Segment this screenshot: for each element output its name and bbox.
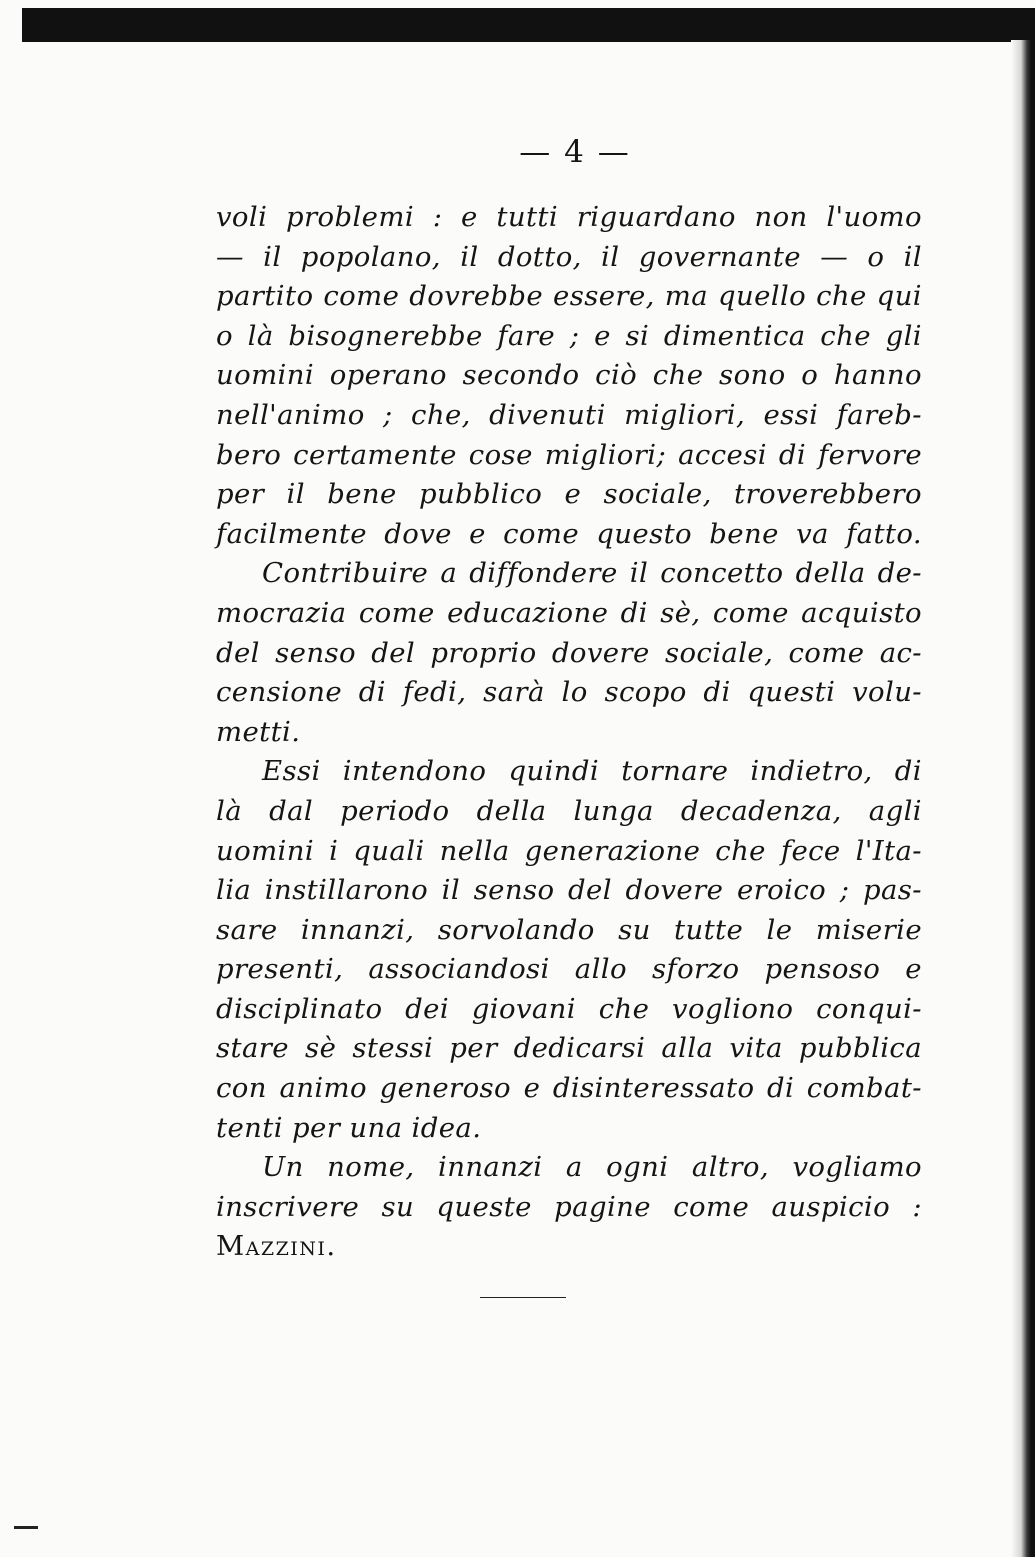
text-line: o là bisognerebbe fare ; e si dimentica che gli — [216, 319, 922, 352]
scan-speck — [14, 1526, 38, 1529]
text-line: lia instillarono il senso del dovere eroico ; pas- — [216, 874, 922, 907]
text-line: disciplinato dei giovani che vogliono conqui- — [216, 992, 922, 1025]
text-line: uomini i quali nella generazione che fece l'Ita- — [216, 834, 922, 867]
text-line: Un nome, innanzi a ogni altro, vogliamo — [262, 1151, 922, 1184]
text-line: Contribuire a diffondere il concetto della de- — [262, 557, 922, 590]
text-line: sare innanzi, sorvolando su tutte le miserie — [216, 913, 922, 946]
scan-right-edge — [1011, 40, 1035, 1557]
closing-rule — [480, 1297, 566, 1298]
text-line: mocrazia come educazione di sè, come acquisto — [216, 596, 922, 629]
text-line: là dal periodo della lunga decadenza, agli — [216, 794, 922, 827]
text-line: con animo generoso e disinteressato di combat- — [216, 1072, 922, 1105]
text-line: voli problemi : e tutti riguardano non l'uomo — [216, 201, 922, 233]
text-line: per il bene pubblico e sociale, troverebbero — [216, 478, 922, 511]
text-line: tenti per una idea. — [216, 1111, 482, 1144]
text-line: Essi intendono quindi tornare indietro, di — [262, 755, 922, 788]
page-number: — 4 — — [519, 134, 631, 170]
signature-name: Mazzini. — [216, 1230, 337, 1263]
text-line: censione di fedi, sarà lo scopo di questi volu- — [216, 676, 922, 709]
text-line: facilmente dove e come questo bene va fatto. — [216, 517, 922, 550]
scan-top-border — [22, 8, 1035, 42]
text-line: stare sè stessi per dedicarsi alla vita pubblica — [216, 1032, 922, 1065]
text-line: del senso del proprio dovere sociale, come ac- — [216, 636, 922, 669]
text-line: bero certamente cose migliori; accesi di fervore — [216, 438, 922, 471]
body-text — [216, 198, 922, 1267]
text-line: presenti, associandosi allo sforzo pensoso e — [216, 953, 922, 986]
text-line: — il popolano, il dotto, il governante — o il — [216, 240, 922, 273]
text-line: uomini operano secondo ciò che sono o hanno — [216, 359, 922, 392]
text-line: partito come dovrebbe essere, ma quello che qui — [216, 280, 922, 313]
text-line: nell'animo ; che, divenuti migliori, essi fareb- — [216, 398, 922, 431]
text-line: metti. — [216, 715, 301, 748]
text-line: inscrivere su queste pagine come auspicio : — [216, 1190, 922, 1223]
